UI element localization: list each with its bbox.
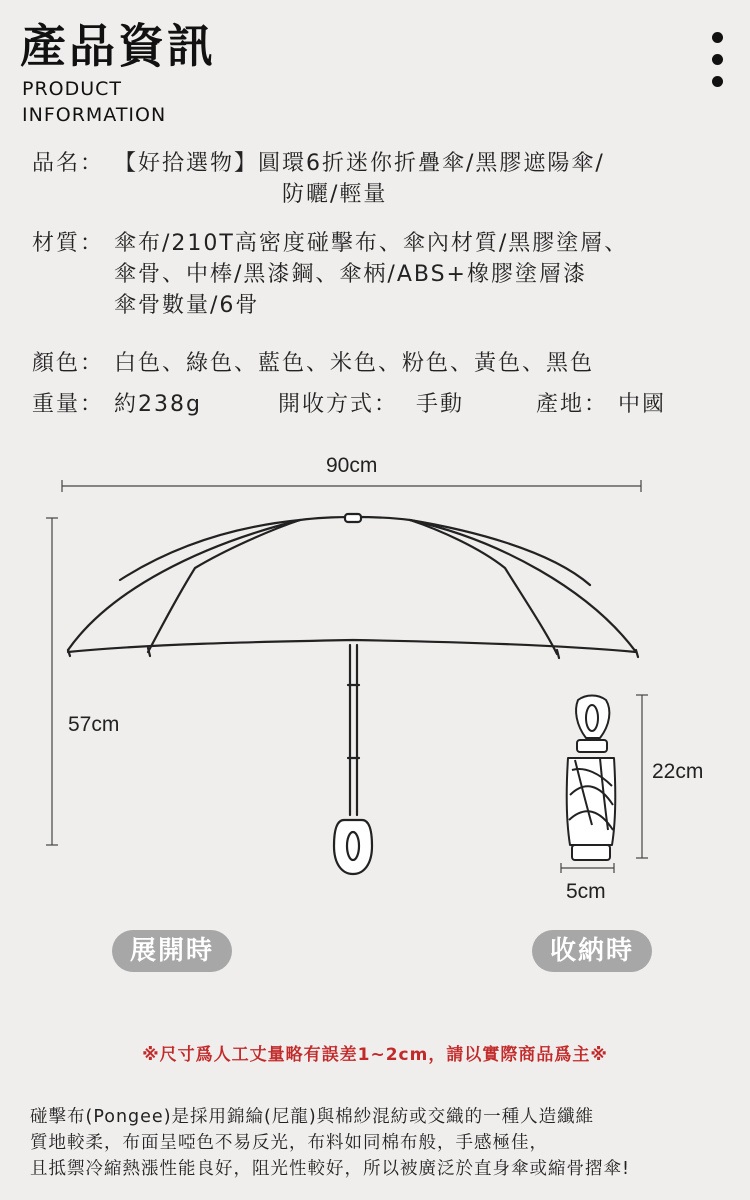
spec-material-label: 材質： (32, 231, 105, 256)
folded-height-dimension-line (636, 695, 648, 858)
description-line2: 質地較柔，布面呈啞色不易反光，布料如同棉布般，手感極佳， (30, 1133, 548, 1153)
description-line1: 碰擊布(Pongee)是採用錦綸(尼龍)與棉紗混紡或交織的一種人造纖維 (30, 1107, 595, 1127)
spec-name-line1: 【好拾選物】圓環6折迷你折疊傘/黑膠遮陽傘/ (114, 151, 605, 176)
page-title: 產品資訊 (20, 19, 216, 73)
spec-material-line1: 傘布/210T高密度碰擊布、傘內材質/黑膠塗層、 (114, 231, 629, 256)
folded-height-label: 22cm (652, 760, 704, 783)
open-state-badge: 展開時 (112, 930, 232, 972)
height-dimension-line (46, 518, 58, 845)
spec-color-label: 顏色： (32, 351, 105, 376)
open-umbrella-icon (68, 514, 638, 874)
umbrella-diagram (0, 440, 750, 900)
width-dimension-line (62, 480, 641, 492)
closed-state-badge: 收納時 (532, 930, 652, 972)
measurement-note: ※尺寸爲人工丈量略有誤差1~2cm，請以實際商品爲主※ (142, 1045, 608, 1065)
description-line3: 且抵禦冷縮熱漲性能良好，阻光性較好，所以被廣泛於直身傘或縮骨摺傘! (30, 1159, 631, 1179)
spec-material-line3: 傘骨數量/6骨 (114, 293, 260, 318)
folded-umbrella-icon (567, 696, 616, 861)
width-dimension-label: 90cm (326, 454, 378, 477)
folded-width-label: 5cm (566, 880, 606, 903)
page-subtitle: PRODUCT INFORMATION (22, 78, 167, 126)
spec-color-value: 白色、綠色、藍色、米色、粉色、黃色、黑色 (114, 351, 595, 376)
spec-name-line2: 防曬/輕量 (282, 182, 388, 207)
spec-weight-label: 重量： (32, 392, 105, 417)
spec-open-label: 開收方式： (278, 392, 399, 417)
spec-open-value: 手動 (416, 392, 465, 417)
height-dimension-label: 57cm (68, 713, 120, 736)
spec-origin-label: 產地： (536, 392, 609, 417)
spec-origin-value: 中國 (618, 392, 667, 417)
spec-name-label: 品名： (32, 151, 105, 176)
spec-material-line2: 傘骨、中棒/黑漆鋼、傘柄/ABS+橡膠塗層漆 (114, 262, 587, 287)
folded-width-dimension-line (561, 863, 614, 873)
more-menu-icon[interactable] (712, 32, 724, 98)
spec-weight-value: 約238g (114, 392, 202, 417)
